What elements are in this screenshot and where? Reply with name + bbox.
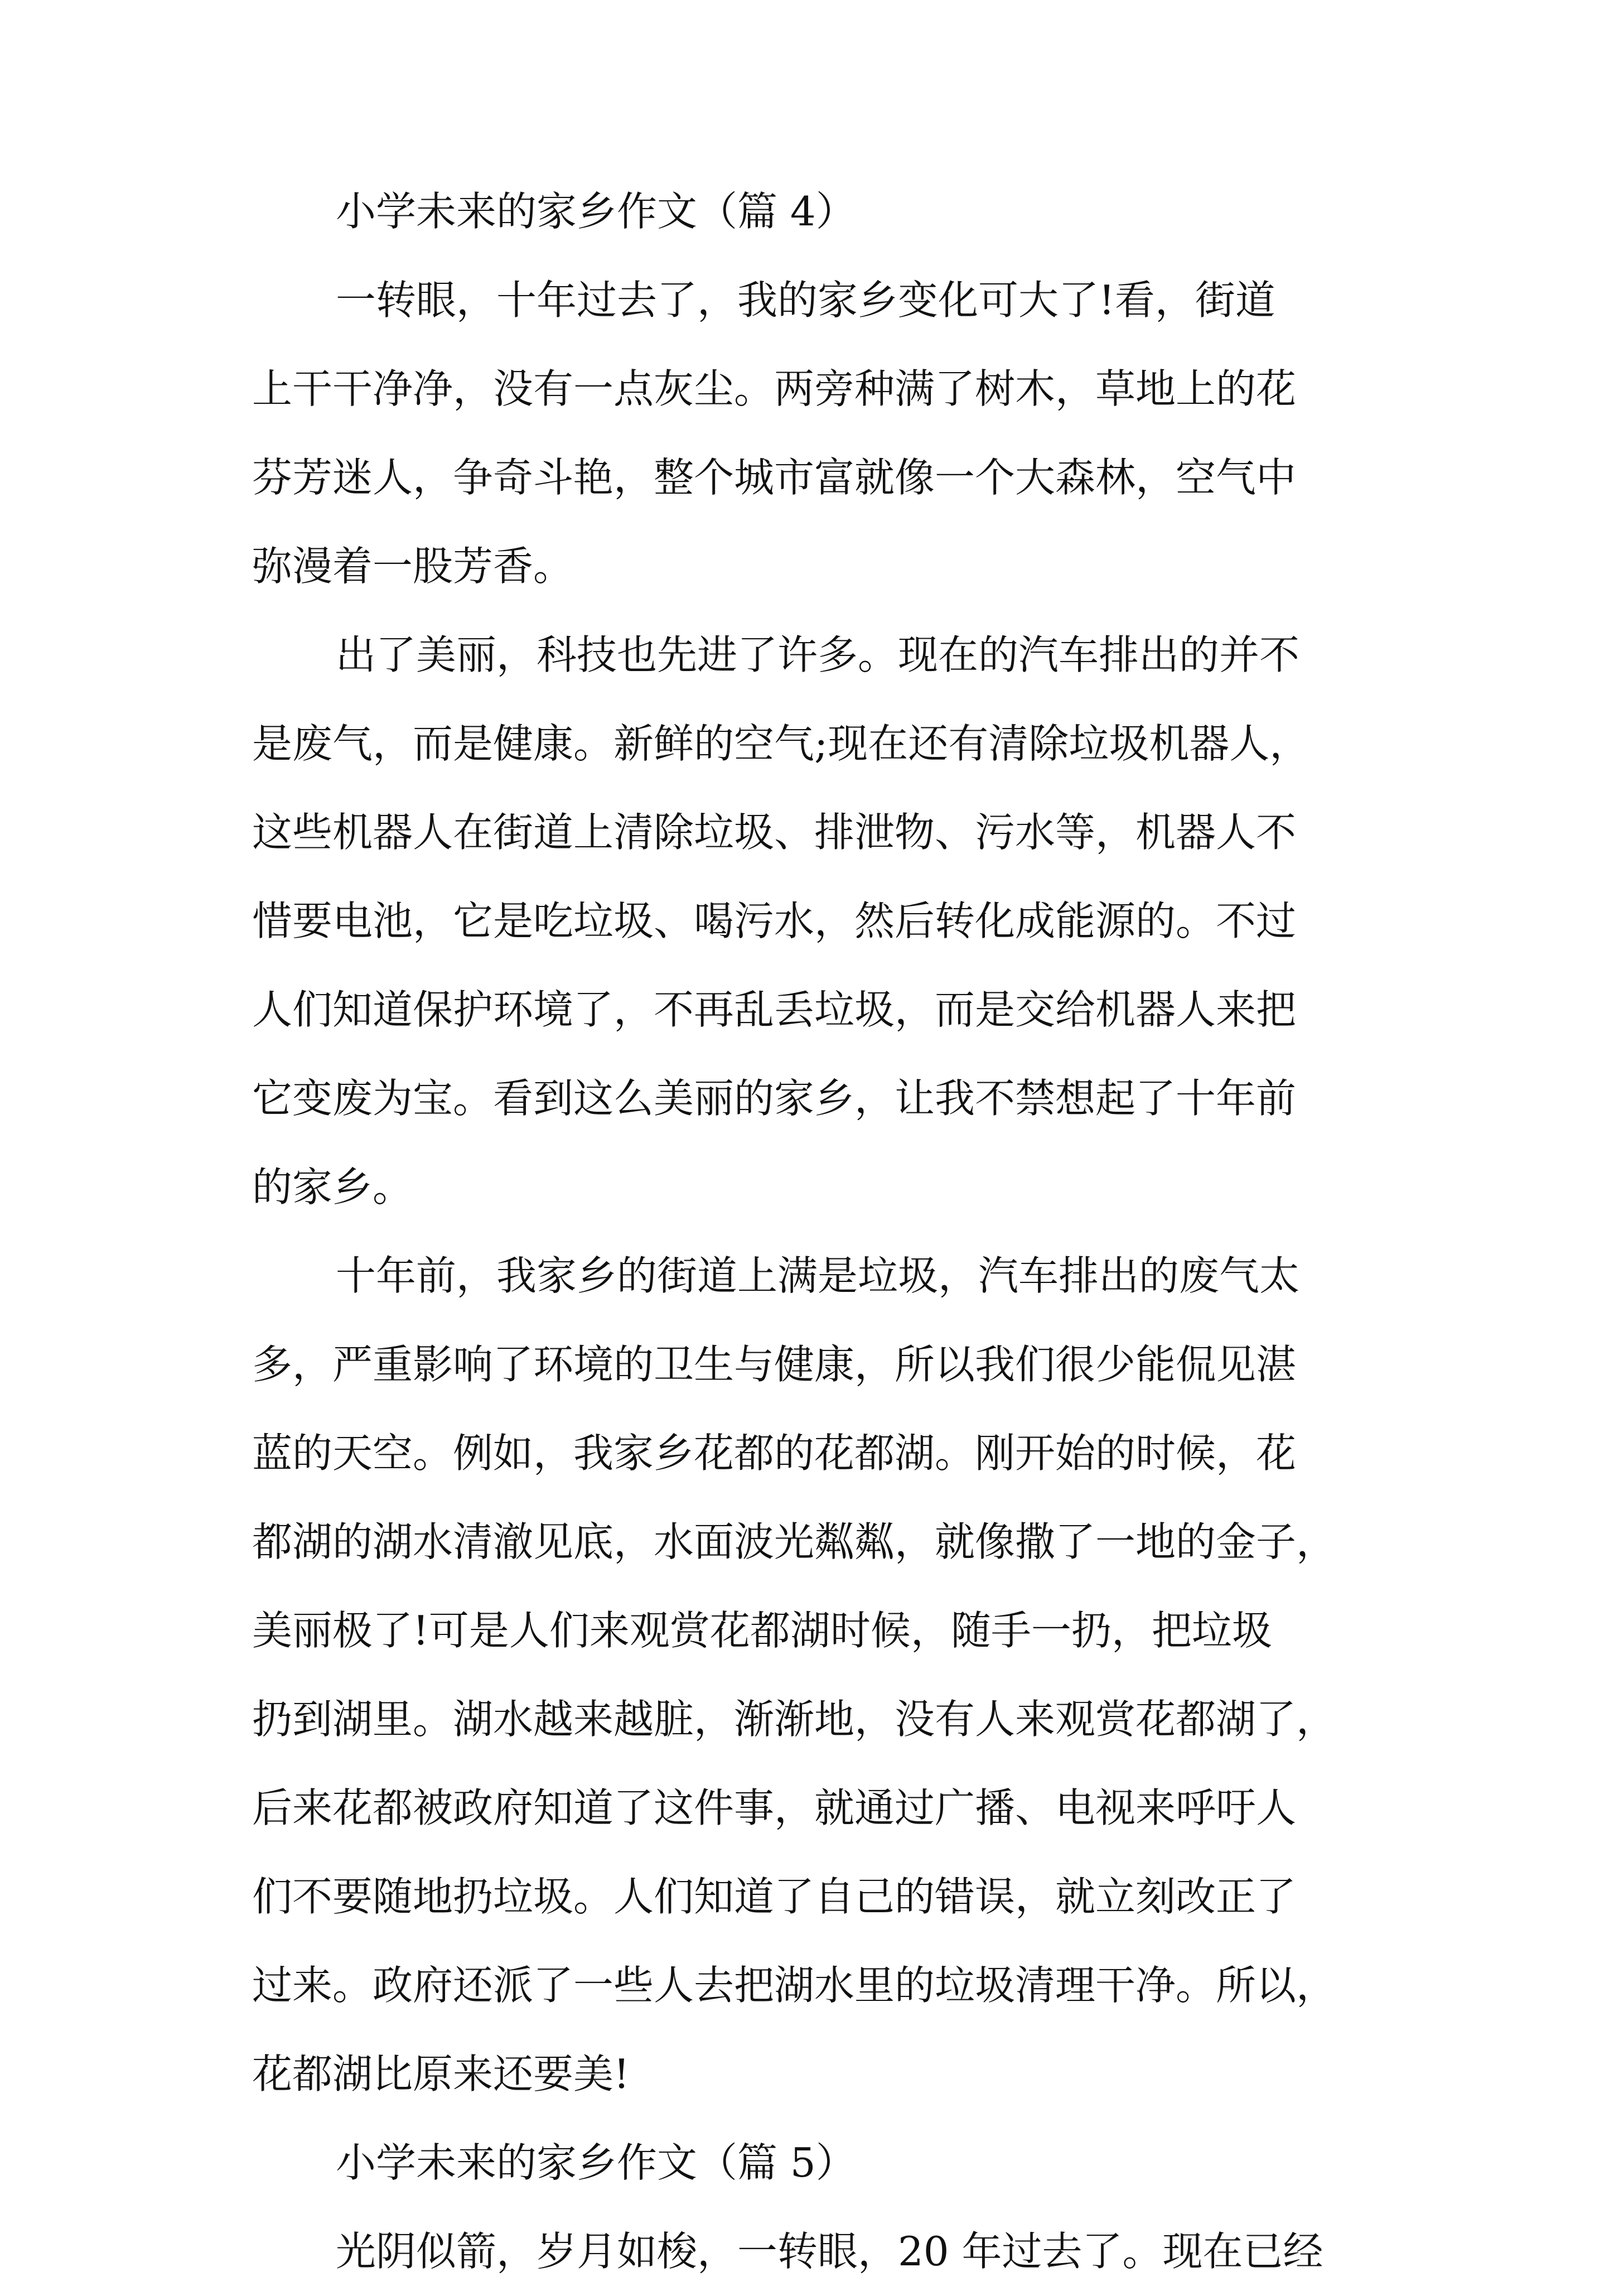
text-line: 惜要电池，它是吃垃圾、喝污水，然后转化成能源的。不过 (252, 898, 1297, 944)
text-line: 蓝的天空。例如，我家乡花都的花都湖。刚开始的时候，花 (252, 1430, 1297, 1477)
section-title: 小学未来的家乡作文（篇 4） (336, 188, 856, 235)
text-line: 它变废为宝。看到这么美丽的家乡，让我不禁想起了十年前 (252, 1075, 1297, 1122)
text-line: 光阴似箭，岁月如梭，一转眼，20 年过去了。现在已经 (336, 2228, 1323, 2275)
paragraph (252, 1232, 1384, 2119)
text-line: 十年前，我家乡的街道上满是垃圾，汽车排出的废气太 (336, 1252, 1300, 1299)
text-line: 都湖的湖水清澈见底，水面波光粼粼，就像撒了一地的金子， (252, 1518, 1337, 1565)
text-line: 人们知道保护环境了，不再乱丢垃圾，而是交给机器人来把 (252, 986, 1297, 1033)
text-line: 芬芳迷人，争奇斗艳，整个城市富就像一个大森林，空气中 (252, 454, 1297, 501)
paragraph (252, 256, 1384, 611)
text-line: 这些机器人在街道上清除垃圾、排泄物、污水等，机器人不 (252, 809, 1297, 856)
text-line: 们不要随地扔垃圾。人们知道了自己的错误，就立刻改正了 (252, 1873, 1297, 1920)
text-line: 弥漫着一股芳香。 (252, 543, 574, 590)
text-line: 的家乡。 (252, 1164, 413, 1210)
paragraph (252, 611, 1384, 1232)
section-title: 小学未来的家乡作文（篇 5） (336, 2139, 856, 2186)
text-line: 上干干净净，没有一点灰尘。两旁种满了树木，草地上的花 (252, 365, 1297, 412)
text-line: 出了美丽，科技也先进了许多。现在的汽车排出的并不 (336, 631, 1300, 678)
text-line: 花都湖比原来还要美! (252, 2051, 630, 2097)
text-line: 美丽极了!可是人们来观赏花都湖时候，随手一扔，把垃圾 (252, 1607, 1272, 1654)
paragraph (252, 2207, 1384, 2296)
text-line: 多，严重影响了环境的卫生与健康，所以我们很少能侃见湛 (252, 1341, 1297, 1388)
essay-text (252, 167, 1384, 2296)
text-line: 过来。政府还派了一些人去把湖水里的垃圾清理干净。所以， (252, 1962, 1337, 2009)
text-line: 一转眼，十年过去了，我的家乡变化可大了!看，街道 (336, 277, 1275, 324)
text-line: 是废气，而是健康。新鲜的空气;现在还有清除垃圾机器人， (252, 720, 1310, 767)
text-line: 扔到湖里。湖水越来越脏，渐渐地，没有人来观赏花都湖了， (252, 1696, 1337, 1743)
text-line: 后来花都被政府知道了这件事，就通过广播、电视来呼吁人 (252, 1784, 1297, 1831)
